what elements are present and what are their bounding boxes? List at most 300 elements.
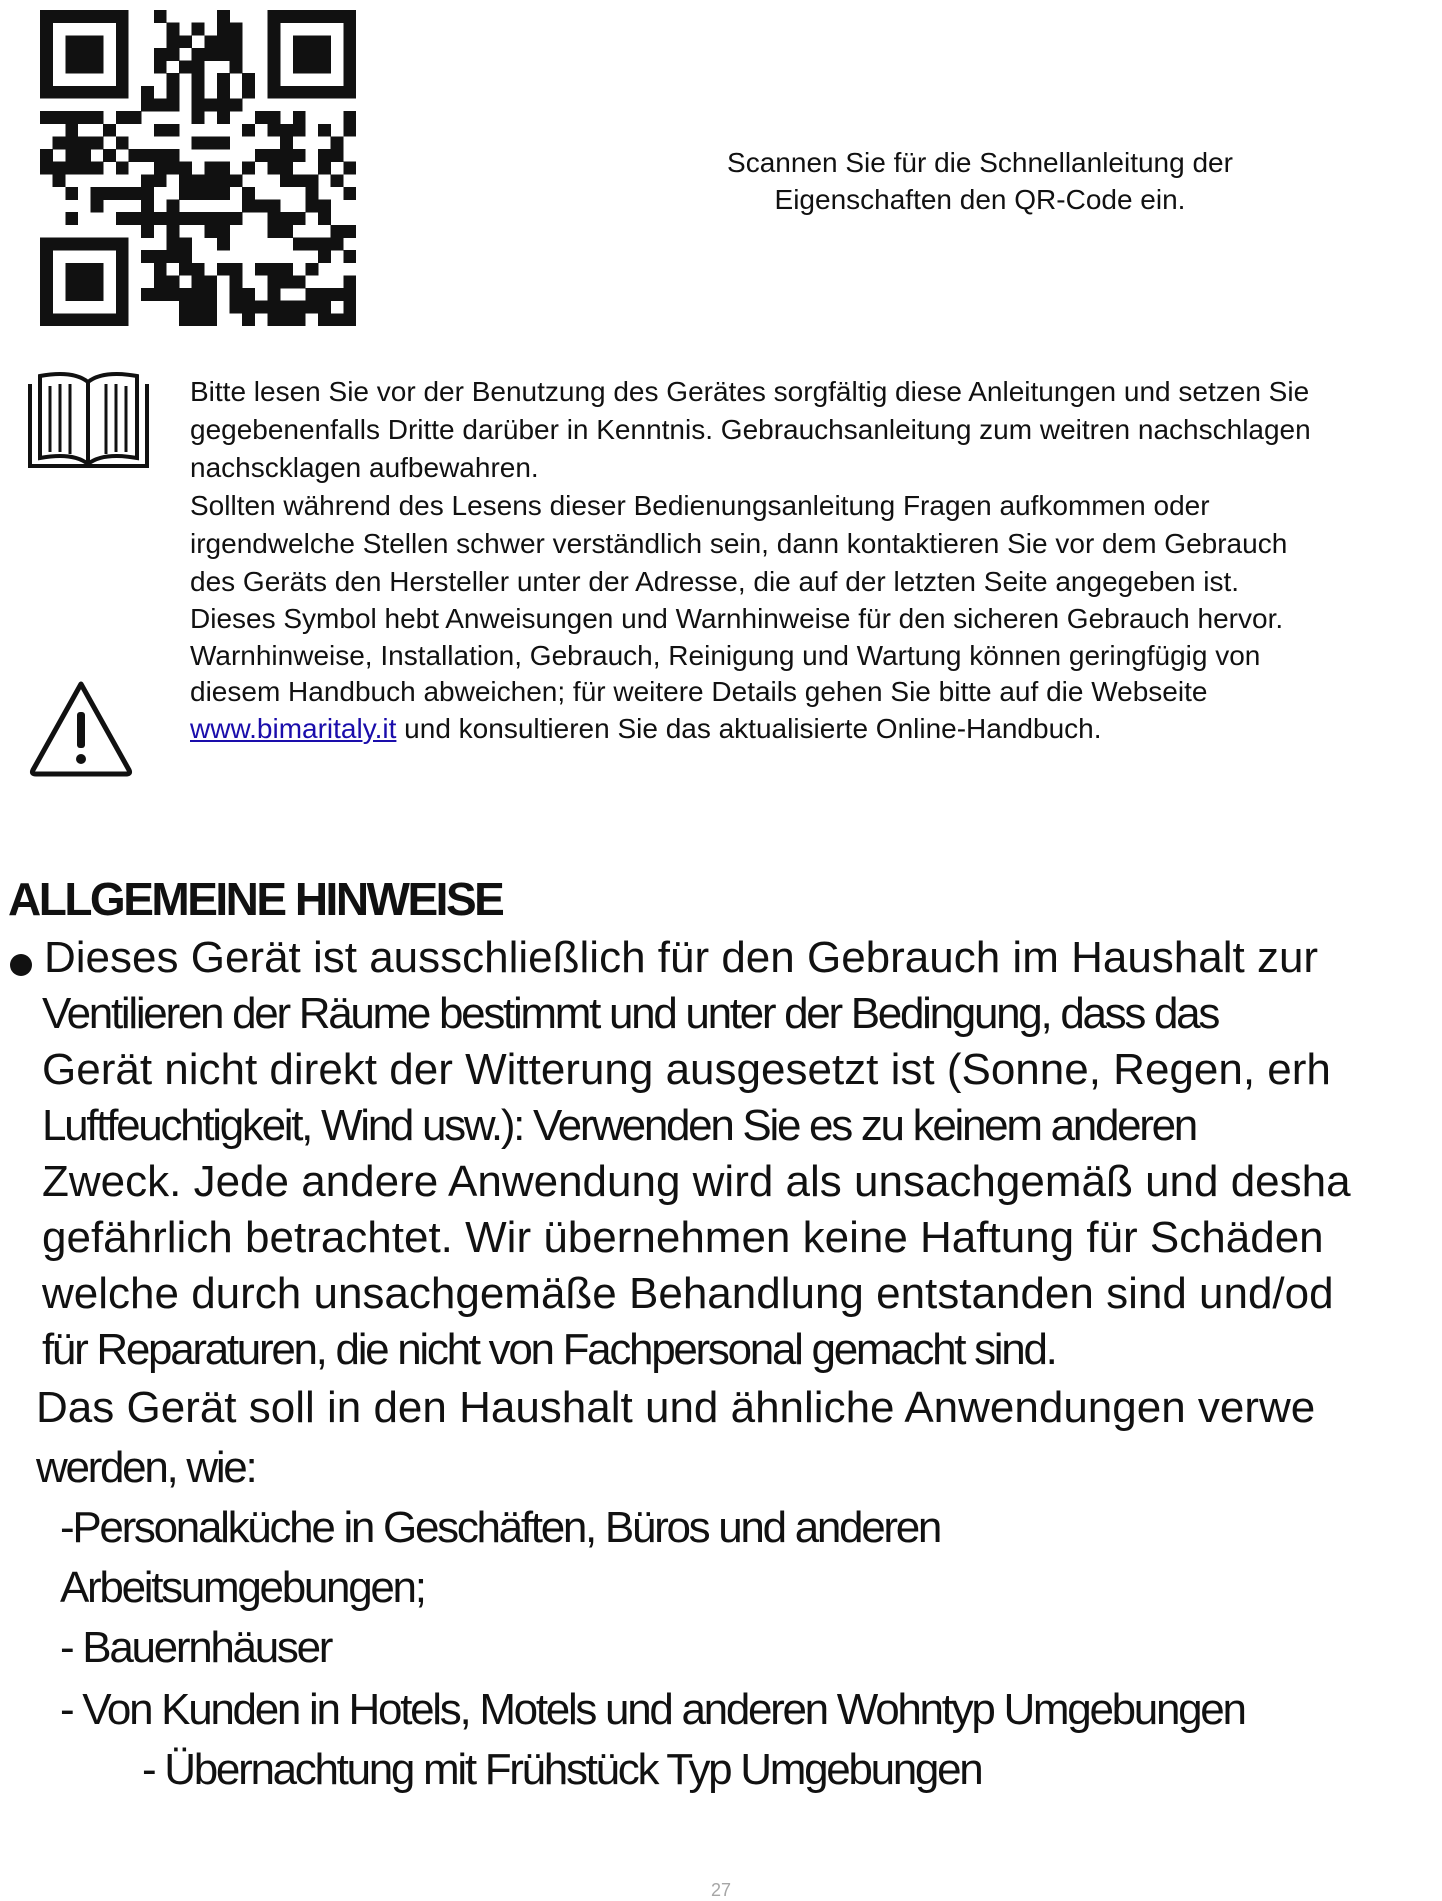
qr-module	[166, 212, 179, 225]
qr-module	[217, 174, 230, 187]
qr-module	[343, 111, 356, 124]
qr-module	[280, 174, 293, 187]
qr-module	[343, 35, 356, 48]
qr-module	[230, 98, 243, 111]
qr-module	[204, 275, 217, 288]
qr-module	[40, 48, 53, 61]
list-item: -Personalküche in Geschäften, Büros und anderen	[60, 1503, 941, 1552]
qr-module	[65, 162, 78, 175]
qr-module	[217, 86, 230, 99]
qr-module	[305, 301, 318, 314]
qr-module	[78, 288, 91, 301]
qr-module	[192, 86, 205, 99]
qr-module	[154, 48, 167, 61]
qr-module	[293, 174, 306, 187]
qr-module	[204, 48, 217, 61]
qr-module	[192, 136, 205, 149]
qr-module	[116, 238, 129, 251]
qr-module	[154, 250, 167, 263]
qr-module	[166, 149, 179, 162]
qr-module	[78, 111, 91, 124]
qr-module	[154, 174, 167, 187]
qr-module	[318, 149, 331, 162]
qr-module	[65, 275, 78, 288]
qr-module	[40, 288, 53, 301]
qr-module	[103, 313, 116, 326]
symbol-note-text-end: und konsultieren Sie das aktualisierte Online-Handbuch.	[396, 712, 1102, 744]
qr-module	[65, 111, 78, 124]
qr-module	[78, 48, 91, 61]
qr-module	[217, 23, 230, 36]
qr-module	[318, 124, 331, 137]
qr-module	[343, 73, 356, 86]
qr-module	[204, 98, 217, 111]
qr-module	[179, 288, 192, 301]
qr-module	[305, 35, 318, 48]
qr-module	[192, 174, 205, 187]
qr-module	[230, 48, 243, 61]
qr-module	[280, 275, 293, 288]
qr-module	[318, 162, 331, 175]
qr-module	[40, 10, 53, 23]
symbol-note-text: Dieses Symbol hebt Anweisungen und Warnhinweise für den sicheren Gebrauch hervor. Warnhinweise, Installation, Gebrauch, Reinigung und Wartung können geringfügig von diesem Handbuch abweichen; für weitere Details gehen Sie bitte auf die Webseite	[190, 603, 1284, 707]
qr-module	[293, 35, 306, 48]
qr-module	[65, 10, 78, 23]
qr-module	[318, 200, 331, 213]
qr-module	[280, 301, 293, 314]
qr-module	[268, 23, 281, 36]
qr-module	[293, 275, 306, 288]
qr-code	[40, 10, 356, 326]
qr-module	[103, 86, 116, 99]
qr-module	[343, 275, 356, 288]
qr-module	[242, 124, 255, 137]
qr-module	[91, 35, 104, 48]
qr-module	[91, 111, 104, 124]
qr-module	[255, 111, 268, 124]
qr-module	[166, 275, 179, 288]
qr-module	[65, 61, 78, 74]
qr-module	[293, 238, 306, 251]
qr-module	[217, 73, 230, 86]
qr-module	[255, 149, 268, 162]
qr-module	[192, 313, 205, 326]
qr-module	[192, 275, 205, 288]
qr-module	[343, 10, 356, 23]
qr-module	[268, 288, 281, 301]
qr-module	[116, 61, 129, 74]
qr-module	[192, 301, 205, 314]
qr-module	[141, 200, 154, 213]
qr-module	[116, 10, 129, 23]
qr-module	[230, 263, 243, 276]
qr-module	[166, 124, 179, 137]
qr-module	[141, 212, 154, 225]
qr-module	[242, 301, 255, 314]
qr-module	[103, 124, 116, 137]
qr-module	[78, 61, 91, 74]
qr-module	[65, 187, 78, 200]
qr-module	[343, 288, 356, 301]
qr-module	[280, 162, 293, 175]
qr-module	[305, 174, 318, 187]
qr-module	[242, 187, 255, 200]
qr-module	[268, 10, 281, 23]
qr-module	[343, 86, 356, 99]
qr-module	[318, 250, 331, 263]
qr-module	[154, 10, 167, 23]
qr-module	[166, 250, 179, 263]
section-heading: ALLGEMEINE HINWEISE	[8, 873, 503, 925]
qr-module	[116, 301, 129, 314]
qr-module	[343, 313, 356, 326]
qr-module	[268, 61, 281, 74]
qr-module	[331, 225, 344, 238]
qr-module	[217, 35, 230, 48]
qr-caption	[680, 144, 1280, 218]
qr-module	[268, 212, 281, 225]
qr-module	[128, 187, 141, 200]
qr-module	[65, 124, 78, 137]
qr-module	[116, 275, 129, 288]
qr-module	[179, 174, 192, 187]
qr-module	[280, 86, 293, 99]
qr-module	[166, 86, 179, 99]
qr-module	[40, 301, 53, 314]
qr-module	[293, 10, 306, 23]
qr-module	[65, 288, 78, 301]
qr-module	[91, 263, 104, 276]
intro-symbol-note	[190, 601, 1340, 747]
qr-module	[154, 275, 167, 288]
qr-module	[280, 10, 293, 23]
qr-module	[166, 23, 179, 36]
qr-module	[65, 35, 78, 48]
qr-module	[78, 263, 91, 276]
qr-module	[40, 149, 53, 162]
qr-module	[230, 61, 243, 74]
bullet-line: Dieses Gerät ist ausschließlich für den Gebrauch im Haushalt zur	[44, 933, 1319, 982]
qr-module	[65, 313, 78, 326]
qr-module	[305, 48, 318, 61]
qr-module	[78, 10, 91, 23]
qr-module	[305, 238, 318, 251]
qr-module	[242, 162, 255, 175]
qr-module	[179, 212, 192, 225]
qr-module	[141, 288, 154, 301]
qr-module	[343, 61, 356, 74]
list-item: - Übernachtung mit Frühstück Typ Umgebungen	[142, 1745, 982, 1794]
qr-module	[53, 162, 66, 175]
qr-module	[65, 86, 78, 99]
qr-module	[116, 86, 129, 99]
qr-module	[268, 86, 281, 99]
qr-module	[166, 225, 179, 238]
qr-module	[305, 61, 318, 74]
qr-module	[268, 275, 281, 288]
qr-module	[268, 225, 281, 238]
book-icon	[26, 368, 151, 472]
qr-module	[268, 200, 281, 213]
qr-module	[192, 73, 205, 86]
qr-module	[179, 162, 192, 175]
qr-module	[91, 288, 104, 301]
qr-module	[293, 86, 306, 99]
qr-module	[91, 275, 104, 288]
qr-module	[91, 136, 104, 149]
qr-module	[331, 288, 344, 301]
qr-module	[78, 149, 91, 162]
qr-module	[192, 288, 205, 301]
qr-module	[217, 263, 230, 276]
qr-caption-line-2: Eigenschaften den QR-Code ein.	[774, 184, 1186, 215]
qr-module	[343, 162, 356, 175]
qr-module	[141, 250, 154, 263]
qr-module	[192, 212, 205, 225]
qr-module	[305, 263, 318, 276]
qr-module	[141, 174, 154, 187]
qr-module	[116, 35, 129, 48]
qr-module	[166, 288, 179, 301]
qr-module	[91, 313, 104, 326]
qr-module	[280, 212, 293, 225]
qr-module	[192, 23, 205, 36]
qr-module	[154, 61, 167, 74]
qr-module	[116, 212, 129, 225]
qr-module	[268, 73, 281, 86]
qr-module	[318, 288, 331, 301]
qr-module	[255, 200, 268, 213]
qr-module	[204, 35, 217, 48]
qr-module	[91, 48, 104, 61]
qr-module	[154, 162, 167, 175]
qr-module	[179, 187, 192, 200]
qr-module	[331, 86, 344, 99]
qr-module	[280, 263, 293, 276]
qr-module	[166, 35, 179, 48]
qr-module	[40, 313, 53, 326]
usage-line: werden, wie:	[36, 1443, 256, 1492]
qr-module	[293, 61, 306, 74]
qr-module	[141, 149, 154, 162]
qr-module	[65, 263, 78, 276]
qr-module	[166, 48, 179, 61]
qr-module	[293, 48, 306, 61]
qr-module	[230, 23, 243, 36]
qr-module	[65, 48, 78, 61]
qr-module	[65, 238, 78, 251]
qr-module	[179, 61, 192, 74]
qr-module	[280, 149, 293, 162]
qr-module	[166, 238, 179, 251]
page-number: 27	[710, 1880, 732, 1900]
qr-module	[305, 187, 318, 200]
qr-module	[53, 238, 66, 251]
qr-module	[255, 301, 268, 314]
qr-module	[230, 288, 243, 301]
qr-module	[40, 111, 53, 124]
qr-module	[293, 313, 306, 326]
qr-module	[242, 200, 255, 213]
website-link[interactable]: www.bimaritaly.it	[190, 712, 397, 744]
qr-module	[217, 162, 230, 175]
warning-triangle-icon	[28, 678, 134, 778]
qr-module	[318, 238, 331, 251]
qr-module	[230, 275, 243, 288]
qr-module	[305, 86, 318, 99]
qr-module	[331, 149, 344, 162]
qr-module	[128, 149, 141, 162]
qr-module	[53, 174, 66, 187]
qr-module	[204, 288, 217, 301]
intro-questions: Sollten während des Lesens dieser Bedienungsanleitung Fragen aufkommen oder irgendwelche Stellen schwer verständlich sein, dann kontaktieren Sie vor dem Gebrauch des Geräts den Hersteller unter der Adresse, die auf der letzten Seite angegeben ist.	[190, 490, 1288, 597]
bullet-line: für Reparaturen, die nicht von Fachpersonal gemacht sind.	[42, 1325, 1056, 1374]
qr-module	[230, 35, 243, 48]
qr-module	[318, 35, 331, 48]
qr-module	[217, 10, 230, 23]
qr-module	[343, 124, 356, 137]
qr-module	[179, 35, 192, 48]
qr-module	[343, 301, 356, 314]
qr-module	[78, 136, 91, 149]
bullet-line: gefährlich betrachtet. Wir übernehmen keine Haftung für Schäden	[42, 1213, 1324, 1262]
qr-module	[318, 313, 331, 326]
qr-module	[78, 313, 91, 326]
qr-module	[91, 10, 104, 23]
bullet-line: Ventilieren der Räume bestimmt und unter der Bedingung, dass das	[42, 989, 1219, 1038]
qr-module	[280, 136, 293, 149]
qr-module	[331, 313, 344, 326]
qr-module	[128, 212, 141, 225]
qr-module	[192, 187, 205, 200]
qr-module	[91, 61, 104, 74]
qr-module	[192, 98, 205, 111]
intro-read-instructions: Bitte lesen Sie vor der Benutzung des Gerätes sorgfältig diese Anleitungen und setzen Sie gegebenenfalls Dritte darüber in Kenntnis. Gebrauchsanleitung zum weitren nachschlagen nachscklagen aufbewahren.	[190, 376, 1311, 483]
qr-module	[91, 187, 104, 200]
qr-module	[53, 313, 66, 326]
qr-module	[204, 225, 217, 238]
qr-module	[116, 250, 129, 263]
qr-module	[53, 10, 66, 23]
qr-module	[40, 275, 53, 288]
qr-module	[154, 98, 167, 111]
qr-module	[217, 136, 230, 149]
qr-module	[154, 288, 167, 301]
bullet-line: Zweck. Jede andere Anwendung wird als unsachgemäß und desha	[42, 1157, 1351, 1206]
qr-module	[192, 48, 205, 61]
qr-module	[128, 111, 141, 124]
qr-module	[40, 73, 53, 86]
qr-module	[204, 301, 217, 314]
qr-module	[280, 313, 293, 326]
qr-module	[268, 124, 281, 137]
qr-module	[65, 149, 78, 162]
qr-module	[204, 212, 217, 225]
qr-module	[154, 124, 167, 137]
qr-module	[141, 225, 154, 238]
qr-module	[230, 212, 243, 225]
qr-module	[204, 174, 217, 187]
qr-module	[40, 250, 53, 263]
qr-module	[166, 98, 179, 111]
qr-module	[268, 313, 281, 326]
qr-module	[343, 48, 356, 61]
qr-module	[318, 48, 331, 61]
qr-module	[318, 86, 331, 99]
qr-module	[40, 238, 53, 251]
qr-module	[268, 35, 281, 48]
qr-module	[103, 187, 116, 200]
qr-module	[116, 313, 129, 326]
qr-module	[53, 86, 66, 99]
qr-module	[318, 301, 331, 314]
qr-module	[116, 263, 129, 276]
qr-module	[204, 313, 217, 326]
qr-module	[343, 187, 356, 200]
qr-module	[343, 225, 356, 238]
qr-module	[141, 98, 154, 111]
qr-module	[217, 212, 230, 225]
qr-module	[268, 263, 281, 276]
bullet-line: Luftfeuchtigkeit, Wind usw.): Verwenden Sie es zu keinem anderen	[42, 1101, 1196, 1150]
qr-module	[154, 263, 167, 276]
qr-module	[217, 225, 230, 238]
qr-module	[217, 238, 230, 251]
qr-module	[166, 73, 179, 86]
qr-module	[293, 301, 306, 314]
qr-module	[116, 288, 129, 301]
qr-module	[179, 250, 192, 263]
qr-module	[318, 212, 331, 225]
qr-module	[78, 275, 91, 288]
qr-module	[40, 86, 53, 99]
qr-module	[116, 73, 129, 86]
qr-module	[192, 111, 205, 124]
qr-module	[40, 263, 53, 276]
qr-module	[242, 288, 255, 301]
qr-module	[293, 111, 306, 124]
list-item: - Bauernhäuser	[60, 1623, 332, 1672]
qr-module	[116, 23, 129, 36]
qr-module	[179, 313, 192, 326]
qr-module	[268, 111, 281, 124]
qr-module	[305, 288, 318, 301]
qr-module	[116, 111, 129, 124]
qr-module	[318, 10, 331, 23]
qr-module	[116, 48, 129, 61]
qr-module	[204, 187, 217, 200]
qr-module	[293, 149, 306, 162]
qr-module	[91, 200, 104, 213]
qr-module	[217, 187, 230, 200]
qr-module	[230, 174, 243, 187]
qr-module	[331, 238, 344, 251]
qr-module	[40, 61, 53, 74]
qr-module	[217, 111, 230, 124]
qr-module	[318, 61, 331, 74]
qr-module	[179, 301, 192, 314]
qr-module	[65, 136, 78, 149]
qr-module	[255, 263, 268, 276]
qr-module	[230, 301, 243, 314]
qr-module	[78, 162, 91, 175]
qr-module	[78, 86, 91, 99]
bullet-icon	[10, 954, 32, 976]
qr-module	[268, 162, 281, 175]
qr-module	[116, 162, 129, 175]
qr-module	[91, 162, 104, 175]
qr-module	[331, 174, 344, 187]
